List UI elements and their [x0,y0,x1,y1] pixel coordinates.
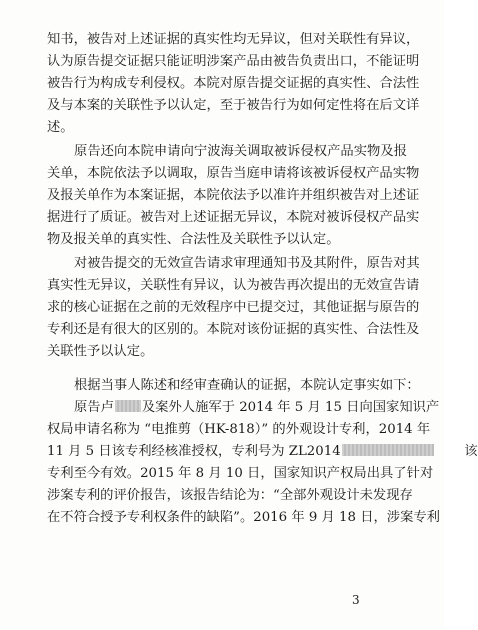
text-line: 在不符合授予专利权条件的缺陷”。2016 年 9 月 18 日，涉案专利 [47,510,440,525]
text-line: 对被告提交的无效宣告请求审理通知书及其附件，原告对其 [74,256,420,271]
text-line-with-redaction [74,398,440,418]
text-segment: 该 [464,444,478,459]
text-line: 知书，被告对上述证据的真实性均无异议，但对关联性有异议， [47,32,420,47]
text-line: 原告还向本院申请向宁波海关调取被诉侵权产品实物及报 [74,144,407,159]
text-line: 及与本案的关联性予以认定，至于被告行为如何定性将在后文详 [47,98,420,113]
text-segment: 11 月 5 日该专利经核准授权，专利号为 ZL2014 [47,444,341,459]
text-line: 认为原告提交证据只能证明涉案产品由被告负责出口，不能证明 [47,54,420,69]
text-line-with-redaction [47,442,478,462]
redaction-block [342,444,434,456]
text-line: 关联性予以认定。 [47,344,154,359]
text-line: 述。 [47,120,74,135]
text-line: 关单，本院依法予以调取，原告当庭申请将该被诉侵权产品实物 [47,166,420,181]
text-line: 物及报关单的真实性、合法性及关联性予以认定。 [47,232,340,247]
text-segment: 及案外人施军于 2014 年 5 月 15 日向国家知识产 [141,400,440,415]
page-number: 3 [352,593,360,607]
text-segment: 原告卢 [74,400,114,415]
text-line: 根据当事人陈述和经审查确认的证据，本院认定事实如下： [74,378,420,393]
text-line: 专利至今有效。2015 年 8 月 10 日，国家知识产权局出具了针对 [47,466,434,481]
redaction-block [115,400,141,412]
text-line: 被告行为构成专利侵权。本院对原告提交证据的真实性、合法性 [47,76,420,91]
text-line: 专利还是有很大的区别的。本院对该份证据的真实性、合法性及 [47,322,420,337]
text-line: 求的核心证据在之前的无效程序中已提交过，其他证据与原告的 [47,300,420,315]
text-line: 涉案专利的评价报告，该报告结论为：“全部外观设计未发现存 [47,488,413,503]
text-line: 据进行了质证。被告对上述证据无异议，本院对被诉侵权产品实 [47,210,420,225]
text-line: 权局申请名称为 “电推剪（HK-818）” 的外观设计专利，2014 年 [47,422,431,437]
text-line: 及报关单作为本案证据，本院依法予以准许并组织被告对上述证 [47,188,420,203]
text-line: 真实性无异议，关联性有异议，认为被告再次提出的无效宣告请 [47,278,420,293]
